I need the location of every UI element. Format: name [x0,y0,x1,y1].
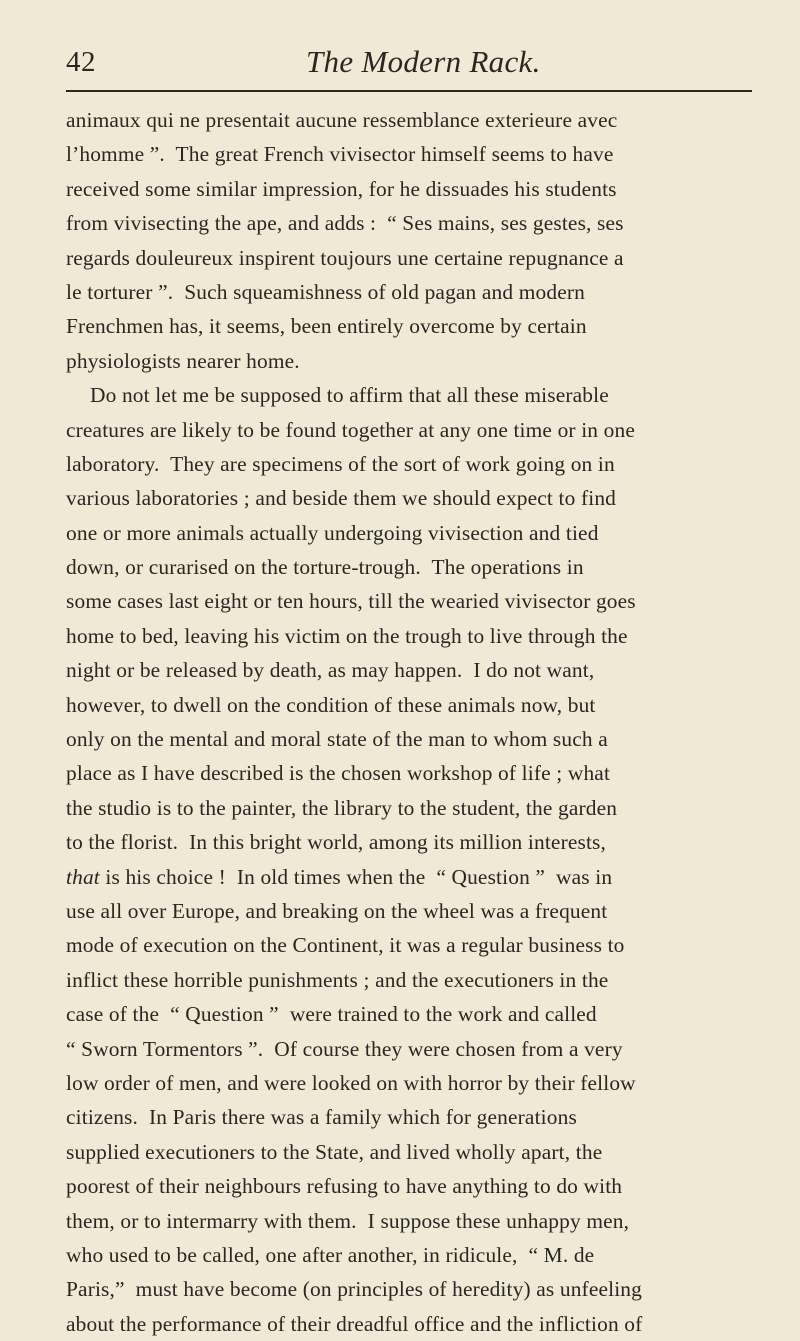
text-line: however, to dwell on the condition of these animals now, but [66,692,596,717]
text-line: some cases last eight or ten hours, till the wearied vivisector goes [66,589,636,614]
text-line: various laboratories ; and beside them we should expect to find [66,486,617,511]
text-line: use all over Europe, and breaking on the wheel was a frequent [66,898,608,923]
text-line: Frenchmen has, it seems, been entirely overcome by certain [66,314,587,339]
text-line: le torturer ”. Such squeamishness of old pagan and modern [66,279,585,304]
text-line: about the performance of their dreadful office and the infliction of [66,1311,643,1336]
text-line: citizens. In Paris there was a family which for generations [66,1105,577,1130]
text-line: them, or to intermarry with them. I suppose these unhappy men, [66,1208,630,1233]
text-line: only on the mental and moral state of the man to whom such a [66,727,608,752]
italic-word: that [66,864,100,889]
header-rule [66,90,752,92]
text-line: who used to be called, one after another, in ridicule, “ M. de [66,1242,595,1267]
text-line: l’homme ”. The great French vivisector himself seems to have [66,142,614,167]
text-line: place as I have described is the chosen workshop of life ; what [66,761,611,786]
text-line: received some similar impression, for he dissuades his students [66,176,617,201]
text-line: inflict these horrible punishments ; and the executioners in the [66,967,609,992]
page-number: 42 [66,46,96,78]
text-line: “ Sworn Tormentors ”. Of course they were chosen from a very [66,1036,623,1061]
paragraph-start-line: Do not let me be supposed to affirm that all these miserable [90,383,609,408]
text-line: creatures are likely to be found together at any one time or in one [66,417,635,442]
text-line: night or be released by death, as may happen. I do not want, [66,658,595,683]
text-line: Paris,” must have become (on principles of heredity) as unfeeling [66,1277,642,1302]
text-line: home to bed, leaving his victim on the trough to live through the [66,623,628,648]
text-line: poorest of their neighbours refusing to have anything to do with [66,1174,623,1199]
text-line: laboratory. They are specimens of the sort of work going on in [66,451,615,476]
body-text [66,103,766,1341]
text-line: supplied executioners to the State, and lived wholly apart, the [66,1139,603,1164]
text-line-rest: is his choice ! In old times when the “ Question ” was in [105,864,613,889]
text-line: down, or curarised on the torture-trough. The operations in [66,555,584,580]
text-line: physiologists nearer home. [66,348,300,373]
text-line: low order of men, and were looked on with horror by their fellow [66,1070,636,1095]
running-title: The Modern Rack. [306,44,541,79]
text-line: case of the “ Question ” were trained to the work and called [66,1002,597,1027]
text-line: from vivisecting the ape, and adds : “ Ses mains, ses gestes, ses [66,211,624,236]
text-line: regards douleureux inspirent toujours une certaine repugnance a [66,245,624,270]
text-line: animaux qui ne presentait aucune ressemblance exterieure avec [66,108,618,132]
page-header [66,44,752,84]
text-line: the studio is to the painter, the library to the student, the garden [66,795,618,820]
text-line: to the florist. In this bright world, among its million interests, [66,830,607,855]
text-line: mode of execution on the Continent, it was a regular business to [66,933,625,958]
text-line: one or more animals actually undergoing vivisection and tied [66,520,599,545]
text-line [66,860,766,894]
